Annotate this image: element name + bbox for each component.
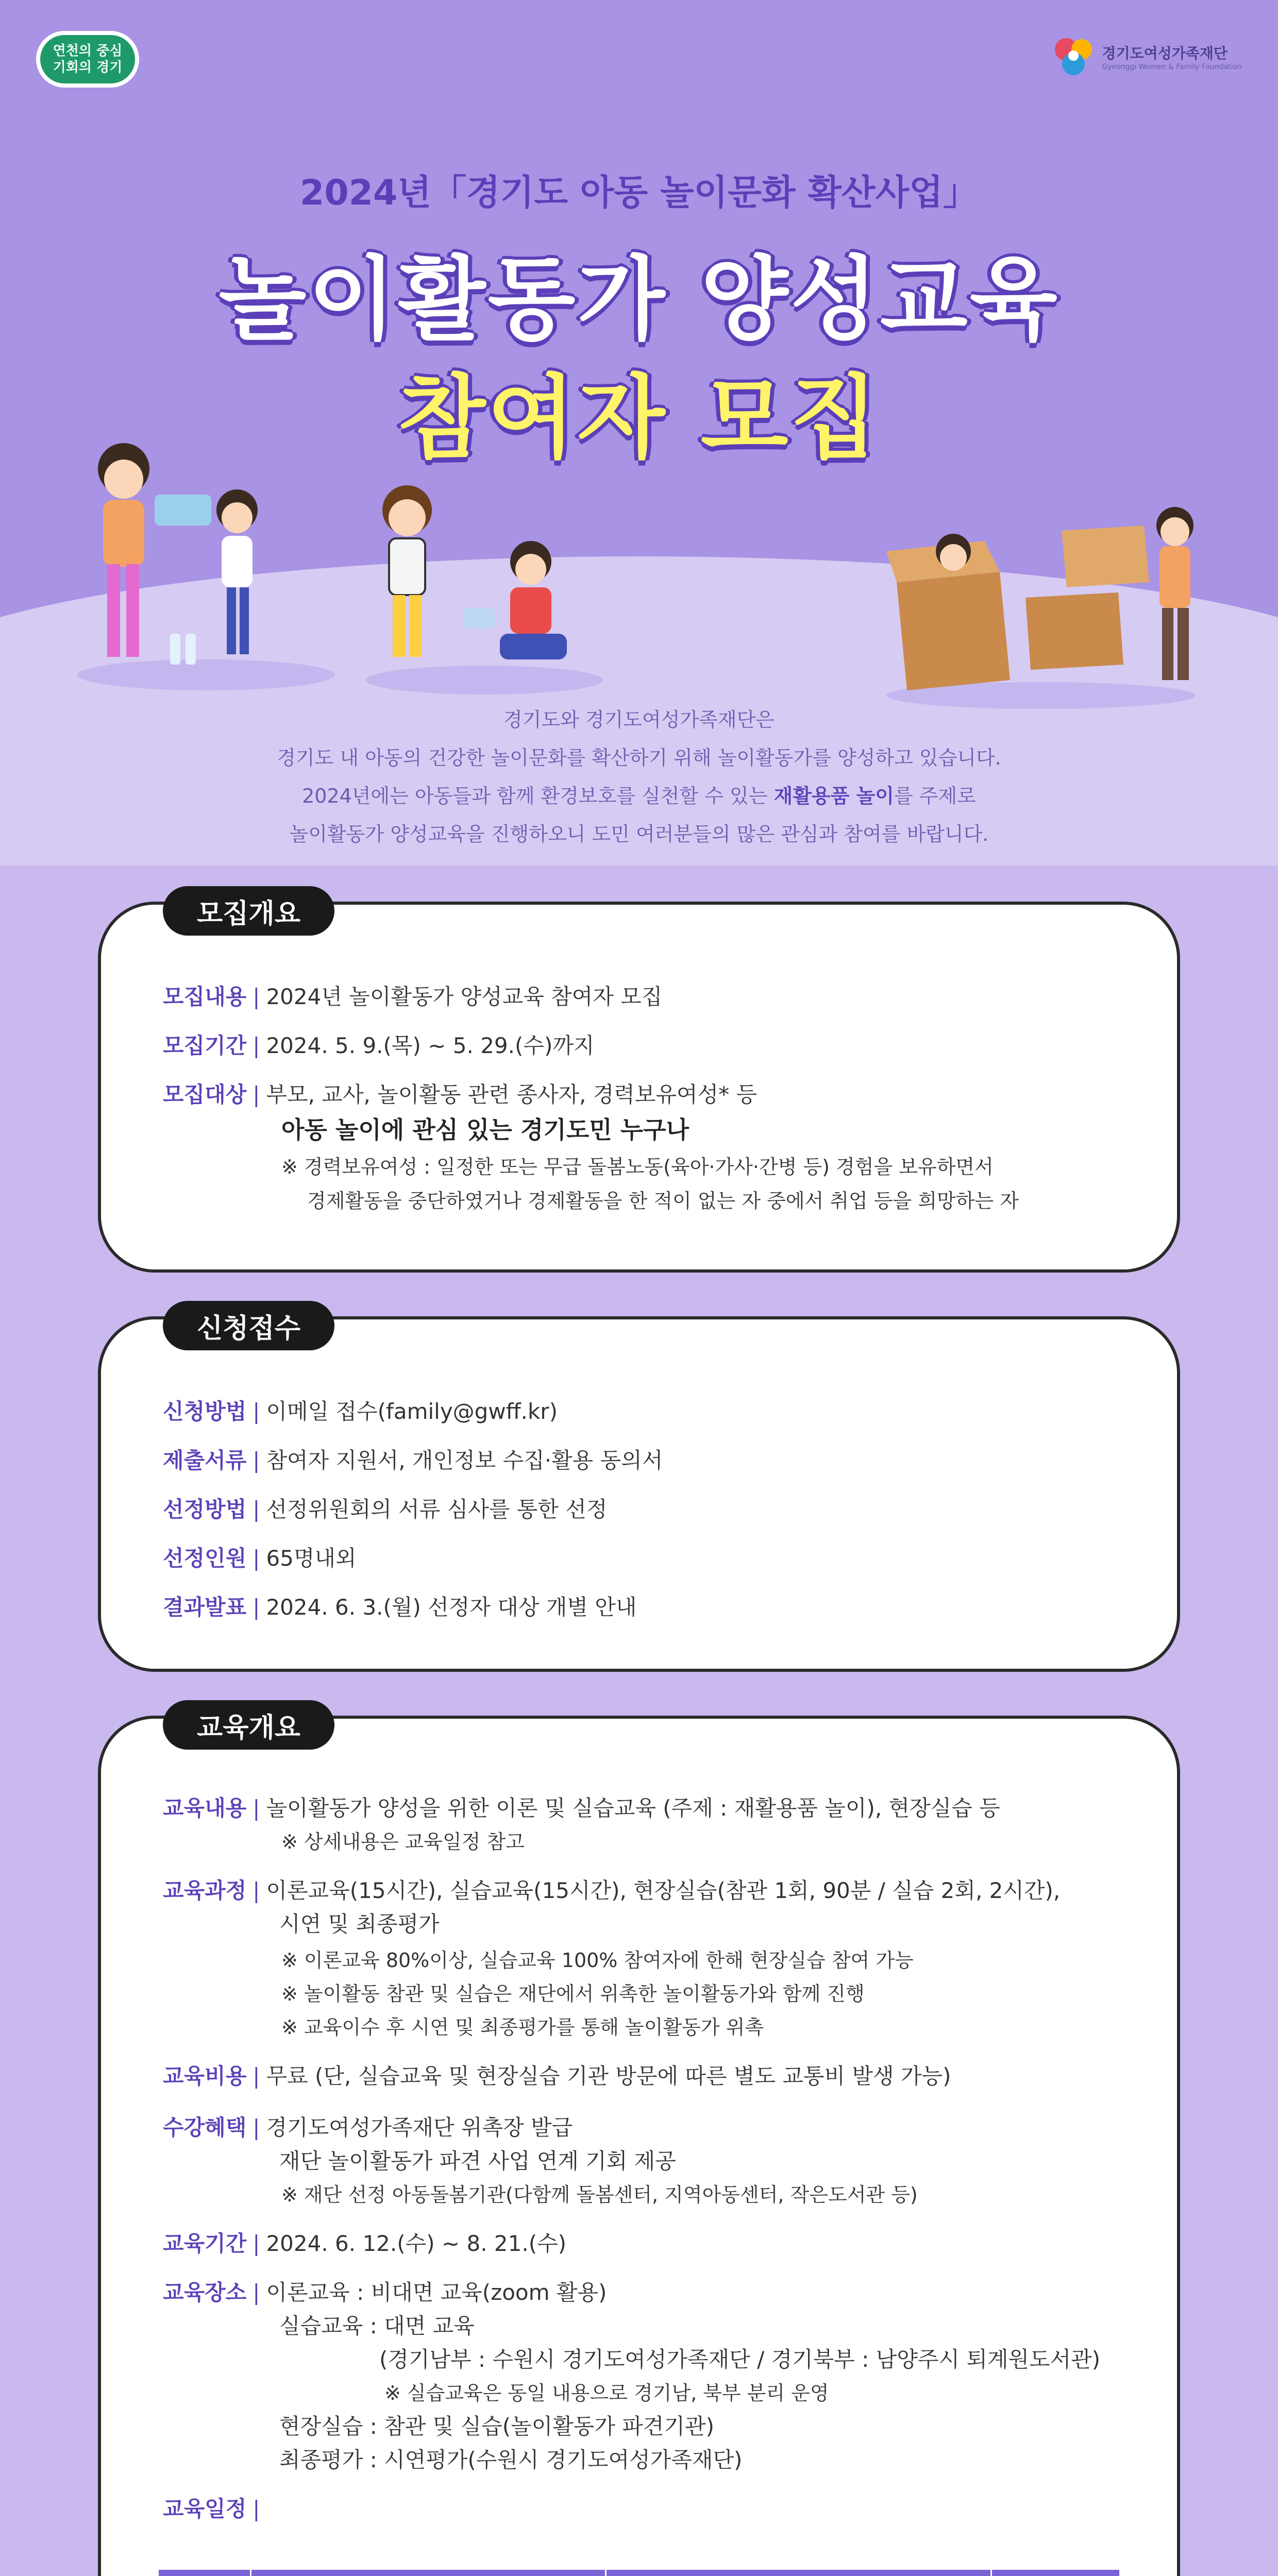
intro-line3 xyxy=(0,777,1278,815)
gyeonggi-logo xyxy=(36,31,139,88)
apply-badge: 신청접수 xyxy=(163,1301,334,1350)
apply-row: 선정인원 | 65명내외 xyxy=(163,1544,357,1573)
edu-value: 이론교육(15시간), 실습교육(15시간), 현장실습(참관 1회, 90분 / 실습 2회, 2시간), xyxy=(266,1878,1061,1903)
edu-row-course: 교육과정 | 이론교육(15시간), 실습교육(15시간), 현장실습(참관 1회, 90분 / 실습 2회, 2시간), xyxy=(163,1876,1060,1906)
edu-content-note: ※ 상세내용은 교육일정 참고 xyxy=(281,1831,525,1853)
edu-value: 경기도여성가족재단 위촉장 발급 xyxy=(266,2115,573,2140)
intro-line3-b: 를 주제로 xyxy=(894,785,976,807)
edu-badge: 교육개요 xyxy=(163,1700,334,1750)
apply-value: 이메일 접수(family@gwff.kr) xyxy=(266,1399,558,1424)
apply-row: 신청방법 | 이메일 접수(family@gwff.kr) xyxy=(163,1397,558,1427)
apply-label: 선정방법 xyxy=(163,1497,247,1522)
apply-section xyxy=(98,1313,1180,1672)
edu-section xyxy=(98,1712,1180,2576)
edu-label: 교육장소 xyxy=(163,2280,247,2305)
edu-label: 교육내용 xyxy=(163,1795,247,1821)
edu-place-text2: 실습교육 : 대면 교육 xyxy=(279,2313,475,2338)
edu-place-text5: 최종평가 : 시연평가(수원시 경기도여성가족재단) xyxy=(279,2447,743,2472)
recruit-label: 모집내용 xyxy=(163,984,247,1009)
recruit-note2: 경제활동을 중단하였거나 경제활동을 한 적이 없는 자 중에서 취업 등을 희망하는 자 xyxy=(307,1190,1019,1212)
logo-left-line1: 연천의 중심 xyxy=(53,43,123,59)
edu-place-text4: 현장실습 : 참관 및 실습(놀이활동가 파견기관) xyxy=(279,2414,714,2439)
schedule-header-row xyxy=(158,2569,1120,2576)
apply-value: 65명내외 xyxy=(266,1546,357,1571)
edu-label: 교육과정 xyxy=(163,1878,247,1903)
schedule-table xyxy=(157,2568,1121,2576)
recruit-value: 부모, 교사, 놀이활동 관련 종사자, 경력보유여성* 등 xyxy=(266,1082,758,1107)
edu-value: 이론교육 : 비대면 교육(zoom 활용) xyxy=(266,2280,607,2305)
apply-row: 선정방법 | 선정위원회의 서류 심사를 통한 선정 xyxy=(163,1495,607,1524)
boxes-illustration xyxy=(876,495,1206,711)
edu-place-text3: (경기남부 : 수원시 경기도여성가족재단 / 경기북부 : 남양주시 퇴계원도서관) xyxy=(379,2347,1101,2372)
foundation-name: 경기도여성가족재단 xyxy=(1102,45,1227,62)
apply-value: 2024. 6. 3.(월) 선정자 대상 개별 안내 xyxy=(266,1595,637,1620)
recruit-row-content: 모집내용 | 2024년 놀이활동가 양성교육 참여자 모집 xyxy=(163,982,662,1012)
apply-value: 참여자 지원서, 개인정보 수집·활용 동의서 xyxy=(266,1448,663,1473)
apply-label: 제출서류 xyxy=(163,1448,247,1473)
edu-benefit-text2: 재단 놀이활동가 파견 사업 연계 기회 제공 xyxy=(279,2148,676,2174)
recruit-label: 모집대상 xyxy=(163,1082,247,1107)
apply-label: 결과발표 xyxy=(163,1595,247,1620)
edu-course-text2: 시연 및 최종평가 xyxy=(279,1911,440,1937)
foundation-name-en: Gyeonggi Women & Family Foundation xyxy=(1102,63,1242,71)
edu-course-note1: ※ 이론교육 80%이상, 실습교육 100% 참여자에 한해 현장실습 참여 가능 xyxy=(281,1949,914,1972)
intro-line3-a: 2024년에는 아동들과 함께 환경보호를 실천할 수 있는 xyxy=(302,785,774,807)
intro-line1: 경기도와 경기도여성가족재단은 xyxy=(503,708,775,731)
edu-label: 교육일정 xyxy=(163,2496,247,2521)
apply-row: 제출서류 | 참여자 지원서, 개인정보 수집·활용 동의서 xyxy=(163,1446,663,1476)
kids-playing-illustration xyxy=(350,474,618,701)
edu-value: 무료 (단, 실습교육 및 현장실습 기관 방문에 따른 별도 교통비 발생 가능) xyxy=(266,2063,951,2089)
logo-left-line2: 기회의 경기 xyxy=(53,60,123,75)
recruit-value: 2024년 놀이활동가 양성교육 참여자 모집 xyxy=(266,984,663,1009)
schedule-header-memo xyxy=(991,2569,1120,2576)
edu-label: 교육비용 xyxy=(163,2063,247,2089)
edu-value: 2024. 6. 12.(수) ~ 8. 21.(수) xyxy=(266,2231,567,2256)
intro-line4: 놀이활동가 양성교육을 진행하오니 도민 여러분들의 많은 관심과 참여를 바랍니다. xyxy=(289,823,989,845)
intro-highlight: 재활용품 놀이 xyxy=(773,785,894,807)
edu-place-note: ※ 실습교육은 동일 내용으로 경기남, 북부 분리 운영 xyxy=(384,2382,829,2404)
edu-row-place: 교육장소 | 이론교육 : 비대면 교육(zoom 활용) xyxy=(163,2278,607,2308)
intro-line2: 경기도 내 아동의 건강한 놀이문화를 확산하기 위해 놀이활동가를 양성하고 있습니다. xyxy=(277,747,1001,769)
edu-benefit-note: ※ 재단 선정 아동돌봄기관(다함께 돌봄센터, 지역아동센터, 작은도서관 등) xyxy=(281,2183,918,2206)
project-subtitle: 2024년「경기도 아동 놀이문화 확산사업」 xyxy=(300,173,978,213)
intro-text xyxy=(0,701,1278,853)
schedule-header-datetime xyxy=(250,2569,606,2576)
apply-value: 선정위원회의 서류 심사를 통한 선정 xyxy=(266,1497,608,1522)
recruit-target-bold: 아동 놀이에 관심 있는 경기도민 누구나 xyxy=(281,1116,690,1144)
edu-row-period: 교육기간 | 2024. 6. 12.(수) ~ 8. 21.(수) xyxy=(163,2229,566,2259)
edu-course-note2: ※ 놀이활동 참관 및 실습은 재단에서 위촉한 놀이활동가와 함께 진행 xyxy=(281,1982,865,2005)
recruit-label: 모집기간 xyxy=(163,1033,247,1058)
edu-course-note3: ※ 교육이수 후 시연 및 최종평가를 통해 놀이활동가 위촉 xyxy=(281,2016,764,2039)
recruit-value: 2024. 5. 9.(목) ~ 5. 29.(수)까지 xyxy=(266,1033,595,1058)
recruit-section xyxy=(98,898,1180,1273)
edu-row-content: 교육내용 | 놀이활동가 양성을 위한 이론 및 실습교육 (주제 : 재활용품 놀이), 현장실습 등 xyxy=(163,1793,1000,1823)
edu-value: 놀이활동가 양성을 위한 이론 및 실습교육 (주제 : 재활용품 놀이), 현장실습 등 xyxy=(266,1795,1000,1821)
recruit-row-period: 모집기간 | 2024. 5. 9.(목) ~ 5. 29.(수)까지 xyxy=(163,1031,594,1061)
page-title-line2: 참여자 모집 xyxy=(398,365,880,471)
apply-label: 신청방법 xyxy=(163,1399,247,1424)
recruit-badge: 모집개요 xyxy=(163,886,334,936)
edu-row-schedule: 교육일정 | xyxy=(163,2494,266,2524)
apply-label: 선정인원 xyxy=(163,1546,247,1571)
foundation-logo-icon xyxy=(1052,35,1095,78)
edu-label: 교육기간 xyxy=(163,2231,247,2256)
page-title-line1: 놀이활동가 양성교육 xyxy=(218,247,1060,352)
edu-label: 수강혜택 xyxy=(163,2115,247,2140)
schedule-header-content xyxy=(606,2569,991,2576)
apply-row: 결과발표 | 2024. 6. 3.(월) 선정자 대상 개별 안내 xyxy=(163,1592,636,1622)
schedule-header-category xyxy=(158,2569,251,2576)
family-illustration xyxy=(62,433,350,701)
recruit-row-target: 모집대상 | 부모, 교사, 놀이활동 관련 종사자, 경력보유여성* 등 xyxy=(163,1080,757,1110)
edu-row-cost: 교육비용 | 무료 (단, 실습교육 및 현장실습 기관 방문에 따른 별도 교통비 발생 가능) xyxy=(163,2061,951,2091)
edu-row-benefit: 수강혜택 | 경기도여성가족재단 위촉장 발급 xyxy=(163,2113,573,2143)
recruit-note1: ※ 경력보유여성 : 일정한 또는 무급 돌봄노동(육아·가사·간병 등) 경험을 보유하면서 xyxy=(281,1156,994,1178)
foundation-logo xyxy=(1052,36,1242,77)
